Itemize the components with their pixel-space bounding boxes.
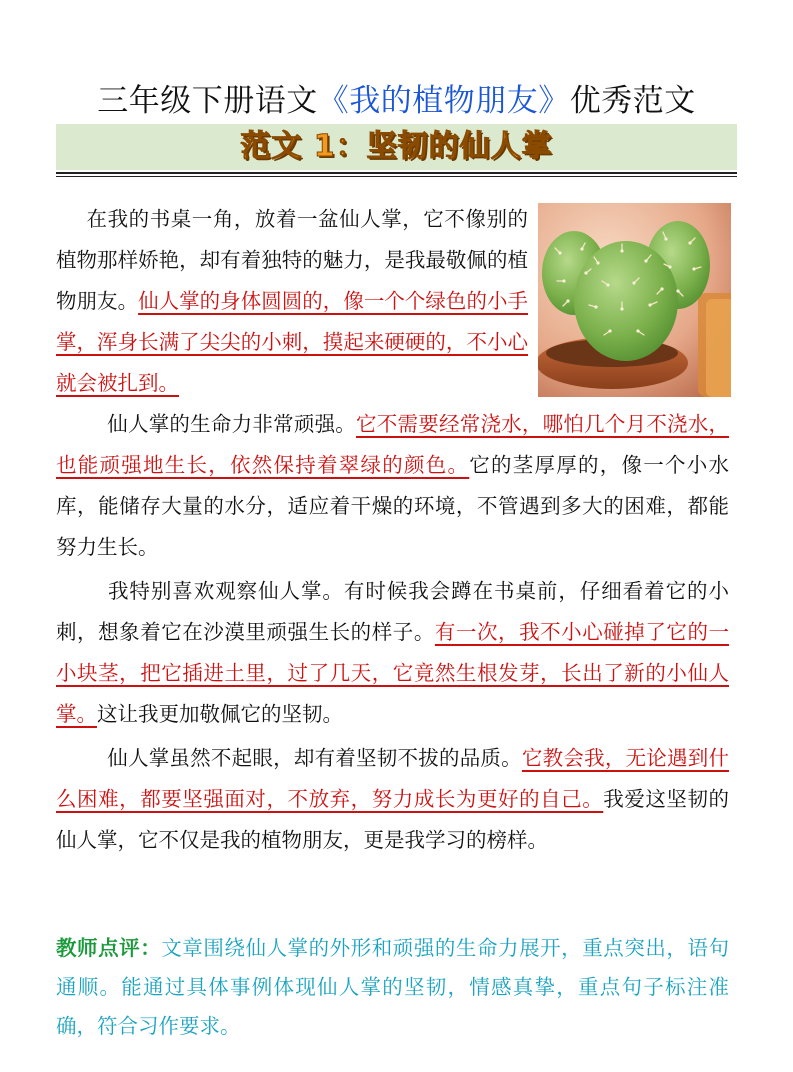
title-book-name: 《我的植物朋友》 — [317, 83, 570, 119]
essay-paragraph-2 — [56, 404, 729, 568]
paragraph-text: 在我的书桌一角，放着一盆仙人掌，它不像别的植物那样娇艳，却有着独特的魅力，是我最敬佩的植物朋友。 — [56, 207, 528, 313]
teacher-comment — [56, 929, 729, 1046]
cactus-image — [538, 203, 731, 397]
teacher-comment-label: 教师点评： — [56, 936, 162, 960]
teacher-comment-text: 文章围绕仙人掌的外形和顽强的生命力展开，重点突出，语句通顺。能通过具体事例体现仙人掌的坚韧，情感真挚，重点句子标注准确，符合习作要求。 — [56, 936, 730, 1038]
highlighted-sentence: 它不需要经常浇水，哪怕几个月不浇水，也能顽强地生长，依然保持着翠绿的颜色。 — [56, 412, 730, 477]
banner-title: 范文 1：坚韧的仙人掌 — [240, 129, 553, 164]
essay-paragraph-1 — [56, 199, 528, 404]
highlighted-sentence: 有一次，我不小心碰掉了它的一小块茎，把它插进土里，过了几天，它竟然生根发芽，长出了新的小仙人掌。 — [56, 620, 730, 726]
paragraph-text: 这让我更加敬佩它的坚韧。 — [97, 702, 343, 726]
page-title — [56, 78, 737, 124]
paragraph-text: 我爱这坚韧的仙人掌，它不仅是我的植物朋友，更是我学习的榜样。 — [56, 787, 730, 852]
paragraph-text: 仙人掌的生命力非常顽强。 — [107, 412, 357, 436]
section-banner — [56, 124, 737, 170]
divider-thick — [56, 172, 737, 174]
highlighted-sentence: 它教会我，无论遇到什么困难，都要坚强面对，不放弃，努力成长为更好的自己。 — [56, 746, 730, 811]
paragraph-text: 它的茎厚厚的，像一个小水库，能储存大量的水分，适应着干燥的环境，不管遇到多大的困难，都能努力生长。 — [56, 453, 729, 559]
title-suffix: 优秀范文 — [569, 83, 696, 119]
paragraph-text: 仙人掌虽然不起眼，却有着坚韧不拔的品质。 — [107, 746, 522, 770]
title-prefix: 三年级下册语文 — [97, 83, 318, 119]
essay-paragraph-3 — [56, 571, 729, 735]
essay-paragraph-4 — [56, 738, 729, 861]
highlighted-sentence: 仙人掌的身体圆圆的，像一个个绿色的小手掌，浑身长满了尖尖的小刺，摸起来硬硬的，不小心就会被扎到。 — [56, 289, 529, 395]
divider-thin — [56, 176, 737, 177]
paragraph-text: 我特别喜欢观察仙人掌。有时候我会蹲在书桌前，仔细看着它的小刺，想象着它在沙漠里顽强生长的样子。 — [56, 579, 729, 644]
